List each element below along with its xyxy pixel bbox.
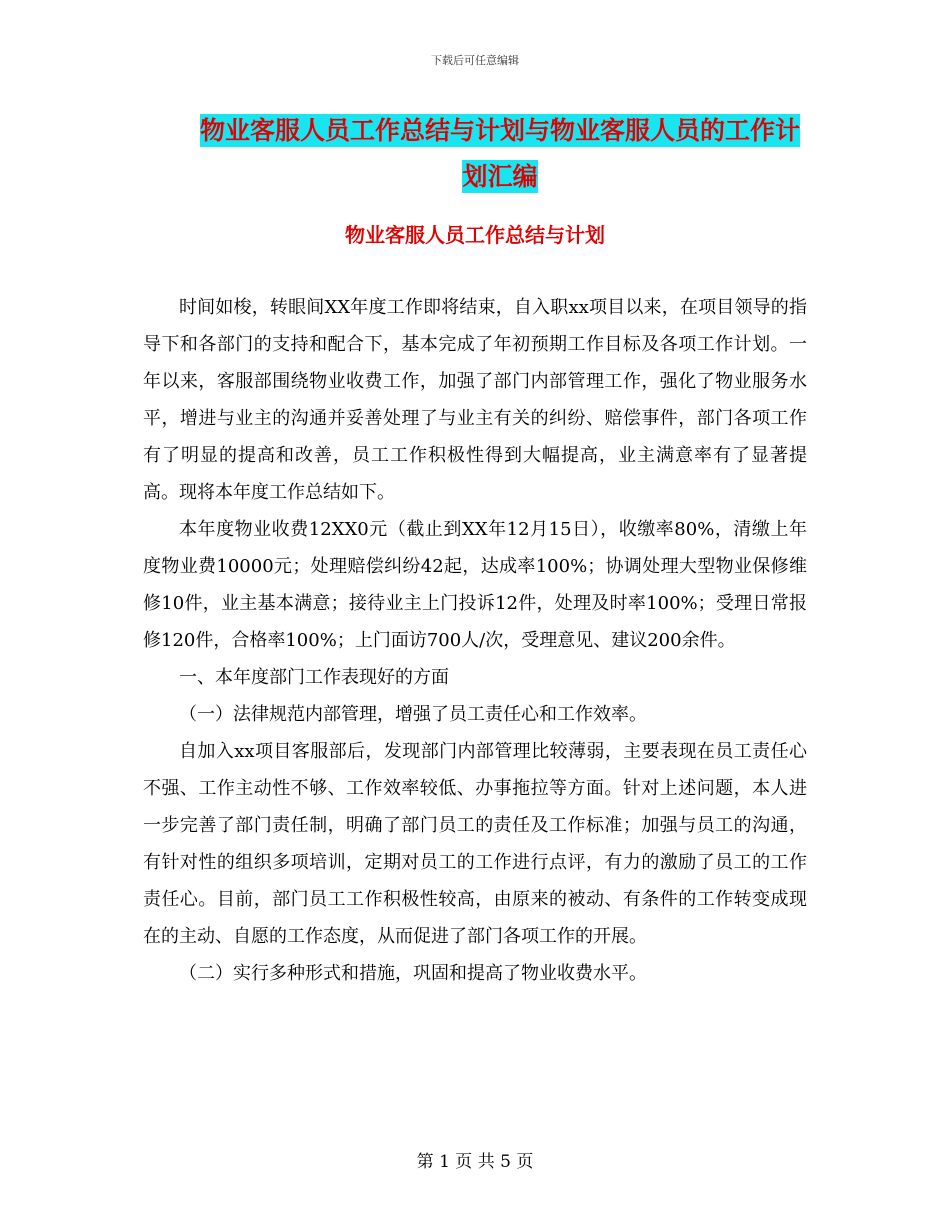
page-footer: 第 1 页 共 5 页 xyxy=(416,1152,534,1172)
body-text xyxy=(143,289,807,992)
paragraph-management: 自加入xx项目客服部后，发现部门内部管理比较薄弱，主要表现在员工责任心不强、工作主动性不够、工作效率较低、办事拖拉等方面。针对上述问题，本人进一步完善了部门责任制，明确了部门员工的责任及工作标准；加强与员工的沟通，有针对性的组织多项培训，定期对员工的工作进行点评，有力的激励了员工的工作责任心。目前，部门员工工作积极性较高，由原来的被动、有条件的工作转变成现在的主动、自愿的工作态度，从而促进了部门各项工作的开展。 xyxy=(143,741,807,947)
document-title-text: 物业客服人员工作总结与计划与物业客服人员的工作计划汇编 xyxy=(199,116,800,191)
paragraph-statistics: 本年度物业收费12XX0元（截止到XX年12月15日），收缴率80%，清缴上年度物业费10000元；处理赔偿纠纷42起，达成率100%；协调处理大型物业保修维修10件，业主基本满意；接待业主上门投诉12件，处理及时率100%；受理日常报修120件，合格率100%；上门面访700人/次，受理意见、建议200余件。 xyxy=(143,519,807,651)
heading-subsection-one: （一）法律规范内部管理，增强了员工责任心和工作效率。 xyxy=(179,704,647,725)
document-title xyxy=(190,108,810,200)
heading-section-one: 一、本年度部门工作表现好的方面 xyxy=(179,667,449,688)
paragraph-intro: 时间如梭，转眼间XX年度工作即将结束，自入职xx项目以来，在项目领导的指导下和各部门的支持和配合下，基本完成了年初预期工作目标及各项工作计划。一年以来，客服部围绕物业收费工作，加强了部门内部管理工作，强化了物业服务水平，增进与业主的沟通并妥善处理了与业主有关的纠纷、赔偿事件，部门各项工作有了明显的提高和改善，员工工作积极性得到大幅提高，业主满意率有了显著提高。现将本年度工作总结如下。 xyxy=(143,297,807,503)
header-note: 下载后可任意编辑 xyxy=(431,54,519,67)
heading-subsection-two: （二）实行多种形式和措施，巩固和提高了物业收费水平。 xyxy=(179,963,647,984)
section-title: 物业客服人员工作总结与计划 xyxy=(345,223,605,247)
